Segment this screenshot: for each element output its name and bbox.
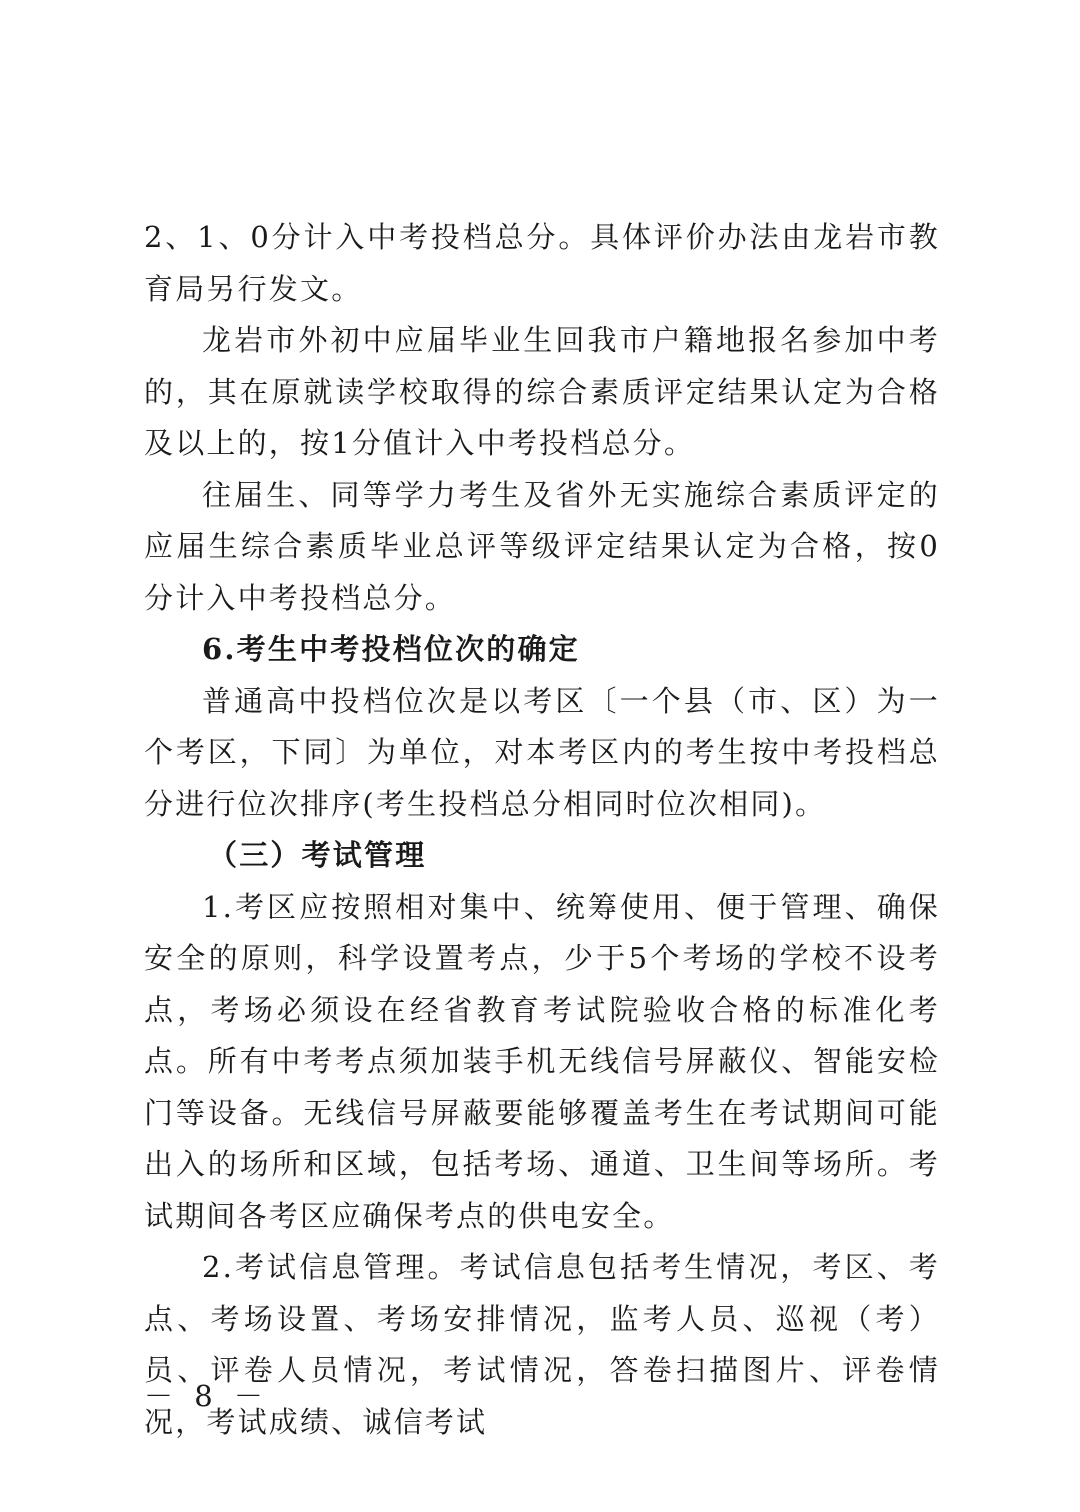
paragraph-exam-sites: 1.考区应按照相对集中、统筹使用、便于管理、确保安全的原则，科学设置考点，少于5个考场的学校不设考点，考场必须设在经省教育考试院验收合格的标准化考点。所有中考考点须加装手机无线信号屏蔽仪、智能安检门等设备。无线信号屏蔽要能够覆盖考生在考试期间可能出入的场所和区域，包括考场、通道、卫生间等场所。考试期间各考区应确保考点的供电安全。 — [144, 889, 940, 1233]
document-body — [144, 212, 940, 1448]
section-heading-ranking: 6.考生中考投档位次的确定 — [202, 632, 580, 666]
paragraph-score-continuation: 2、1、0分计入中考投档总分。具体评价办法由龙岩市教育局另行发文。 — [144, 220, 940, 306]
paragraph-previous-graduates: 往届生、同等学力考生及省外无实施综合素质评定的应届生综合素质毕业总评等级评定结果认定为合格，按0分计入中考投档总分。 — [144, 477, 940, 615]
paragraph-ranking-rules: 普通高中投档位次是以考区〔一个县（市、区）为一个考区，下同〕为单位，对本考区内的考生按中考投档总分进行位次排序(考生投档总分相同时位次相同)。 — [144, 683, 940, 821]
paragraph-out-of-city-graduates: 龙岩市外初中应届毕业生回我市户籍地报名参加中考的，其在原就读学校取得的综合素质评定结果认定为合格及以上的，按1分值计入中考投档总分。 — [144, 323, 940, 460]
page-number: － 8 － — [144, 1379, 269, 1413]
paragraph-exam-information: 2.考试信息管理。考试信息包括考生情况，考区、考点、考场设置、考场安排情况，监考人员、巡视（考）员、评卷人员情况，考试情况，答卷扫描图片、评卷情况，考试成绩、诚信考试 — [144, 1250, 940, 1439]
section-heading-exam-management: （三）考试管理 — [208, 838, 427, 872]
